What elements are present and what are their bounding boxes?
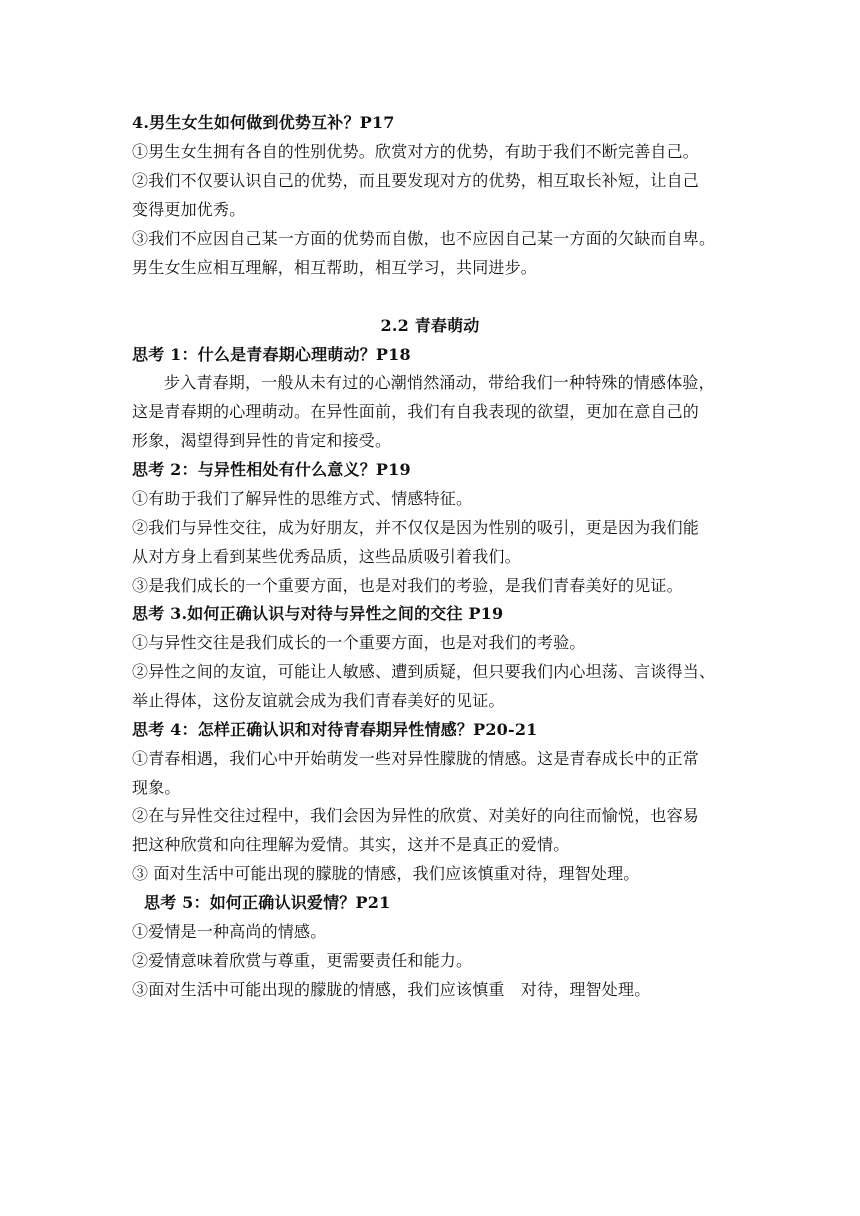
section4-heading: 4.男生女生如何做到优势互补？P17 — [132, 113, 395, 132]
q5-heading: 思考 5：如何正确认识爱情？P21 — [144, 893, 391, 912]
section4-line-3: 变得更加优秀。 — [132, 200, 246, 219]
q5-line-2: ②爱情意味着欣赏与尊重，更需要责任和能力。 — [132, 951, 473, 970]
section4-line-5: 男生女生应相互理解，相互帮助，相互学习，共同进步。 — [132, 258, 538, 277]
q4-line-2: 现象。 — [132, 778, 181, 797]
q5-line-1: ①爱情是一种高尚的情感。 — [132, 922, 327, 941]
q4-heading: 思考 4：怎样正确认识和对待青春期异性情感？P20-21 — [132, 720, 538, 739]
q2-line-2: ②我们与异性交往，成为好朋友，并不仅仅是因为性别的吸引，更是因为我们能 — [132, 518, 700, 537]
q4-line-3: ②在与异性交往过程中，我们会因为异性的欣赏、对美好的向往而愉悦，也容易 — [132, 806, 700, 825]
section4-line-1: ①男生女生拥有各自的性别优势。欣赏对方的优势，有助于我们不断完善自己。 — [132, 142, 700, 161]
q3-heading: 思考 3.如何正确认识与对待与异性之间的交往 P19 — [132, 604, 504, 623]
q5-line-3: ③面对生活中可能出现的朦胧的情感，我们应该慎重 对待，理智处理。 — [132, 980, 651, 999]
q2-heading: 思考 2：与异性相处有什么意义？P19 — [132, 460, 411, 479]
q4-line-5: ③ 面对生活中可能出现的朦胧的情感，我们应该慎重对待，理智处理。 — [132, 864, 640, 883]
section4-line-2: ②我们不仅要认识自己的优势，而且要发现对方的优势，相互取长补短，让自己 — [132, 171, 700, 190]
q2-line-1: ①有助于我们了解异性的思维方式、情感特征。 — [132, 489, 473, 508]
q3-line-3: 举止得体，这份友谊就会成为我们青春美好的见证。 — [132, 691, 505, 710]
q3-line-2: ②异性之间的友谊，可能让人敏感、遭到质疑，但只要我们内心坦荡、言谈得当、 — [132, 662, 716, 681]
chapter-title: 2.2 青春萌动 — [380, 316, 480, 335]
q2-line-3: 从对方身上看到某些优秀品质，这些品质吸引着我们。 — [132, 547, 521, 566]
q3-line-1: ①与异性交往是我们成长的一个重要方面，也是对我们的考验。 — [132, 633, 586, 652]
section4-line-4: ③我们不应因自己某一方面的优势而自傲，也不应因自己某一方面的欠缺而自卑。 — [132, 229, 716, 248]
q1-line-3: 形象，渴望得到异性的肯定和接受。 — [132, 431, 392, 450]
q4-line-4: 把这种欣赏和向往理解为爱情。其实，这并不是真正的爱情。 — [132, 835, 570, 854]
q2-line-4: ③是我们成长的一个重要方面，也是对我们的考验，是我们青春美好的见证。 — [132, 576, 683, 595]
q4-line-1: ①青春相遇，我们心中开始萌发一些对异性朦胧的情感。这是青春成长中的正常 — [132, 749, 700, 768]
q1-line-1: 步入青春期，一般从未有过的心潮悄然涌动，带给我们一种特殊的情感体验， — [164, 373, 715, 392]
q1-heading: 思考 1：什么是青春期心理萌动？P18 — [132, 345, 411, 364]
q1-line-2: 这是青春期的心理萌动。在异性面前，我们有自我表现的欲望，更加在意自己的 — [132, 402, 700, 421]
